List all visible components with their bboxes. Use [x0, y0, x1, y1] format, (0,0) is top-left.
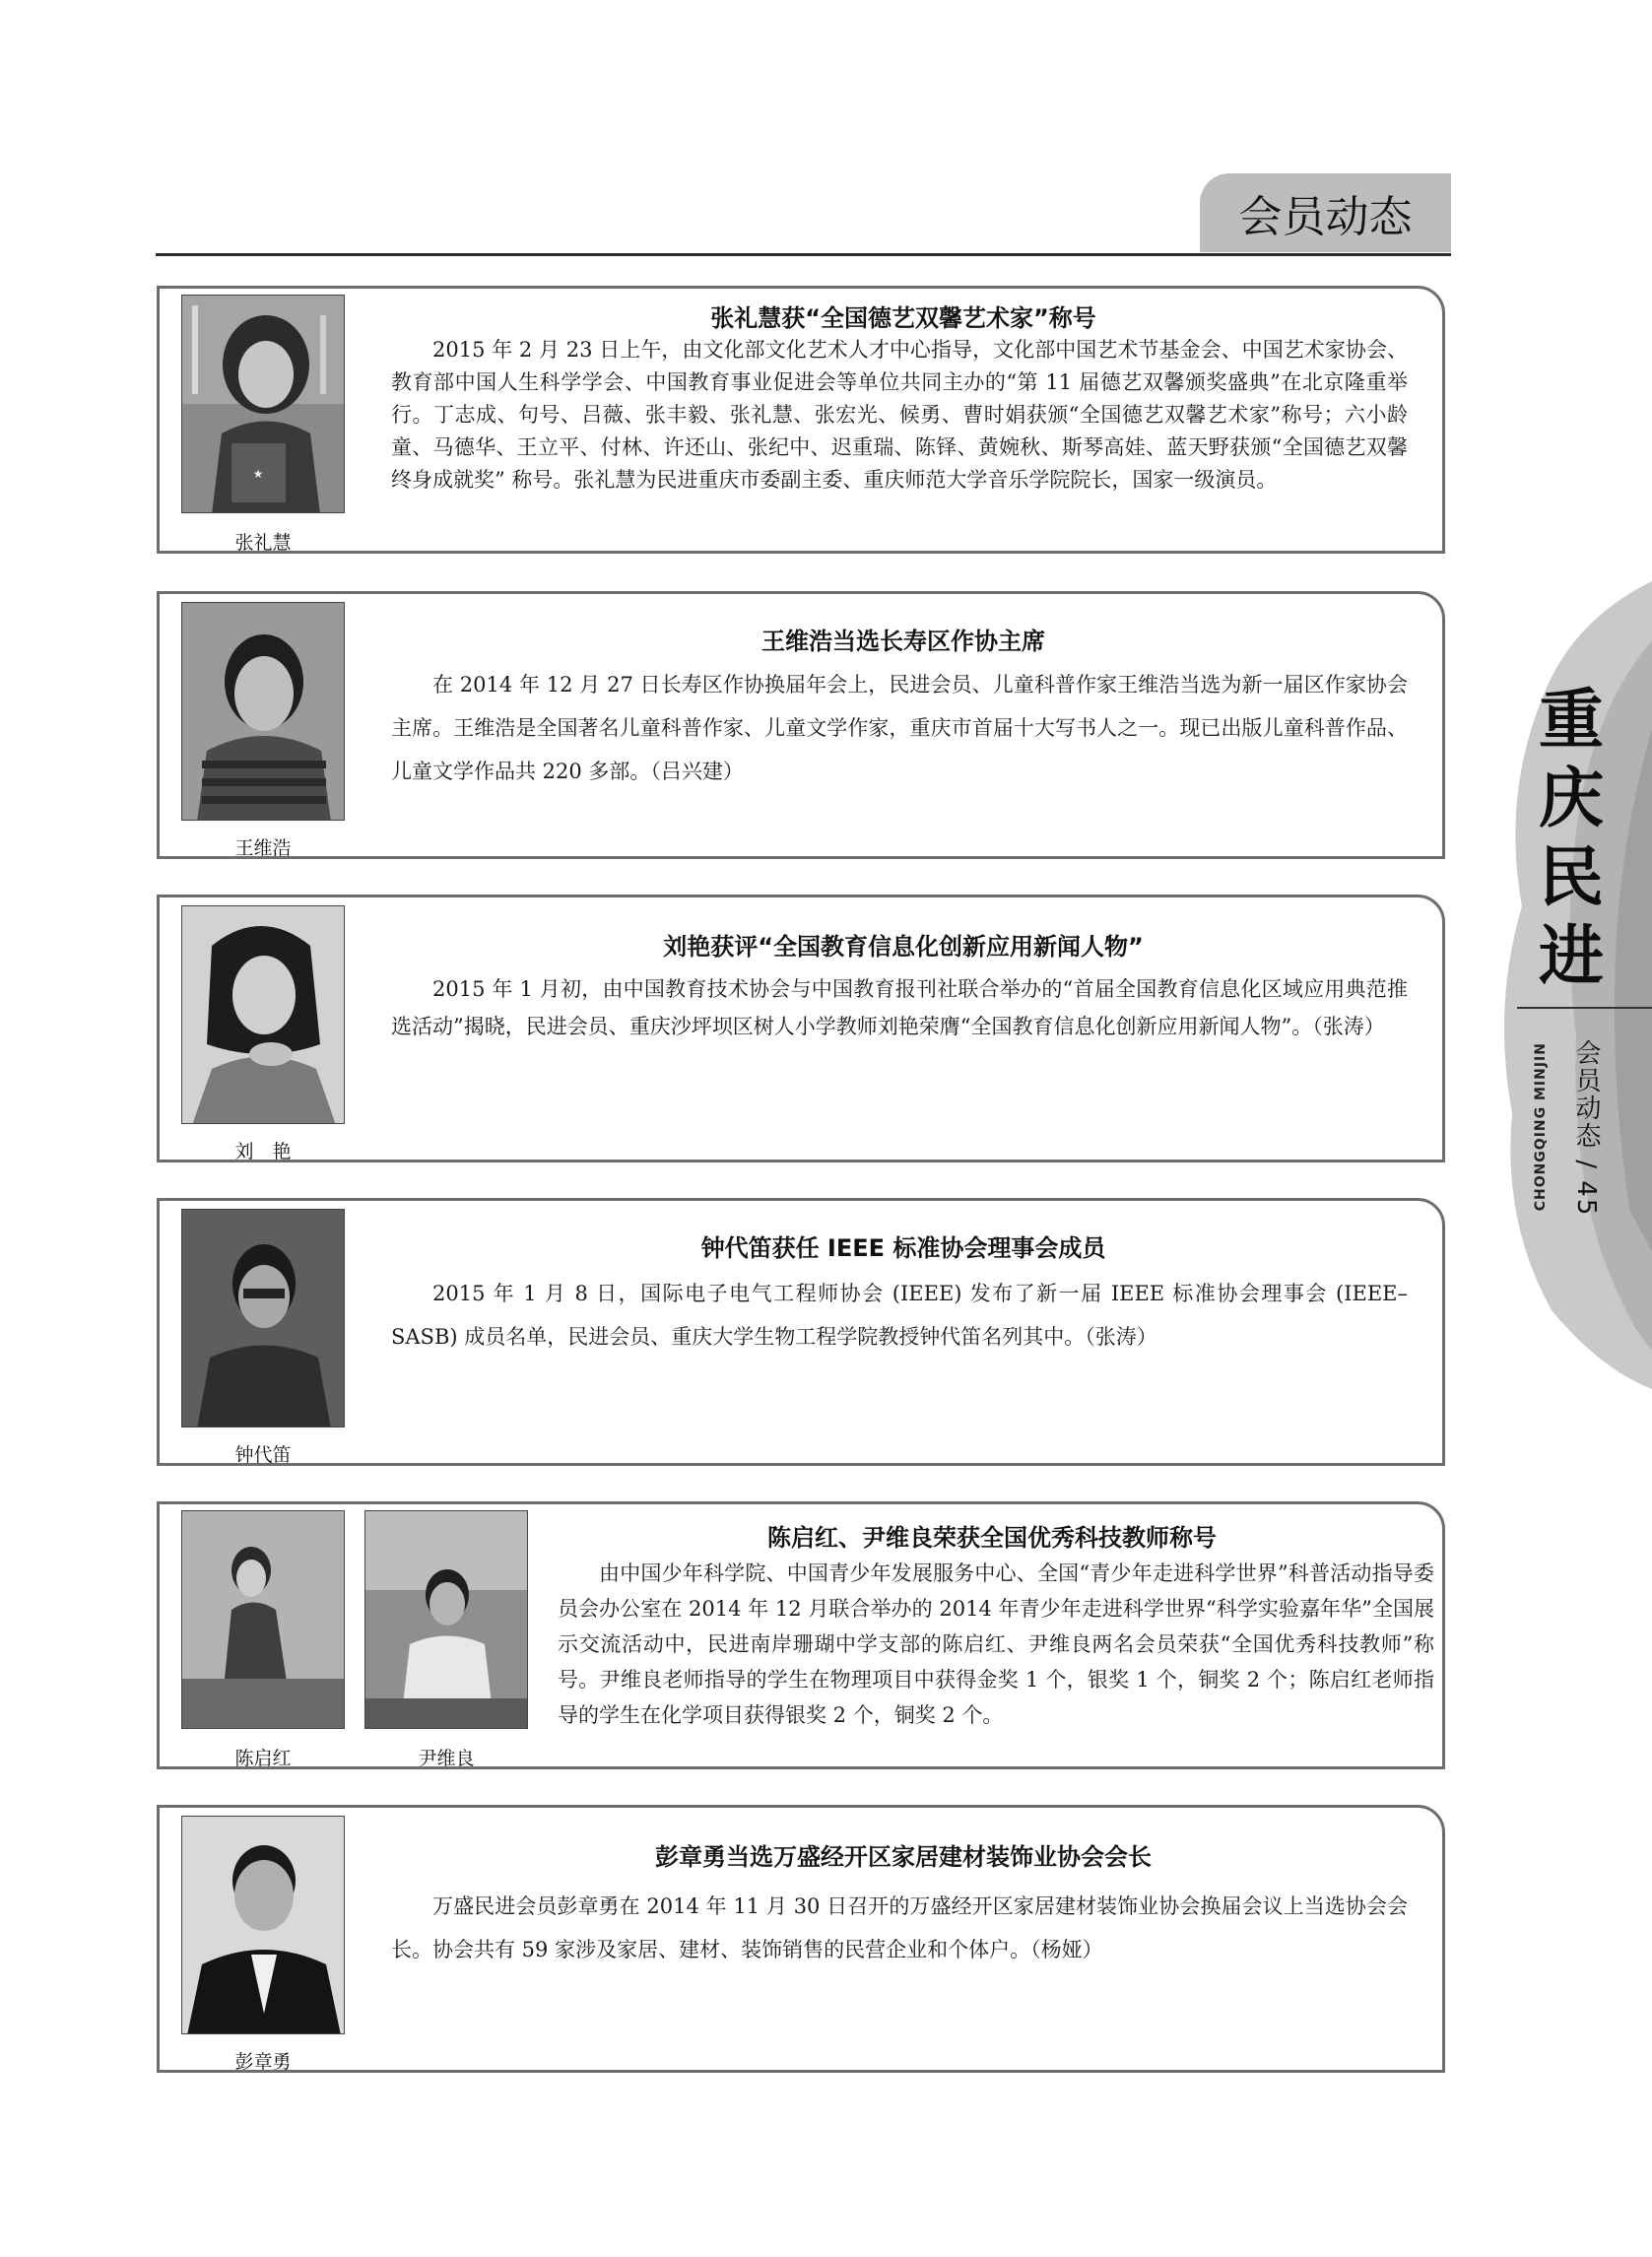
- portrait-photo: [181, 1816, 345, 2034]
- article-card-5: [157, 1501, 1445, 1769]
- article-card-3: [157, 895, 1445, 1162]
- article-title: 钟代笛获任 IEEE 标准协会理事会成员: [700, 1234, 1106, 1262]
- portrait-photo: [181, 295, 345, 513]
- portrait-photo: [181, 602, 345, 821]
- photo-caption: 王维浩: [234, 837, 292, 859]
- article-body: 在 2014 年 12 月 27 日长寿区作协换届年会上，民进会员、儿童科普作家王维浩当选为新一届区作家协会主席。王维浩是全国著名儿童科普作家、儿童文学作家，重庆市首届十大写书人之一。现已出版儿童科普作品、儿童文学作品共 220 多部。（吕兴建）: [391, 673, 1408, 783]
- portrait-photo: [181, 905, 345, 1124]
- section-tab: 会员动态: [1200, 173, 1451, 252]
- portrait-photo: [181, 1209, 345, 1427]
- article-body: 2015 年 1 月 8 日，国际电子电气工程师协会 (IEEE) 发布了新一届 IEEE 标准协会理事会 (IEEE–SASB) 成员名单，民进会员、重庆大学生物工程学院教授钟代笛名列其中。（张涛）: [391, 1282, 1408, 1349]
- article-title: 张礼慧获“全国德艺双馨艺术家”称号: [710, 304, 1096, 332]
- article-body: 由中国少年科学院、中国青少年发展服务中心、全国“青少年走进科学世界”科普活动指导委员会办公室在 2014 年 12 月联合举办的 2014 年青少年走进科学世界“科学实验嘉年华”全国展示交流活动中，民进南岸珊瑚中学支部的陈启红、尹维良两名会员荣获“全国优秀科技教师”称号。尹维良老师指导的学生在物理项目中获得金奖 1 个，银奖 1 个，铜奖 2 个；陈启红老师指导的学生在化学项目获得银奖 2 个，铜奖 2 个。: [558, 1561, 1434, 1727]
- english-masthead: CHONGQING MINJIN: [1533, 1042, 1549, 1212]
- photo-caption: 张礼慧: [234, 532, 292, 554]
- photo-caption: 刘 艳: [234, 1141, 292, 1162]
- photo-caption-2: 尹维良: [418, 1748, 475, 1769]
- article-card-6: [157, 1805, 1445, 2073]
- section-page-label: 会员动态 / 45: [1571, 1039, 1601, 1218]
- article-card-2: [157, 591, 1445, 859]
- article-body: 2015 年 2 月 23 日上午，由文化部文化艺术人才中心指导，文化部中国艺术节基金会、中国艺术家协会、教育部中国人生科学学会、中国教育事业促进会等单位共同主办的“第 11 届德艺双馨颁奖盛典”在北京隆重举行。丁志成、句号、吕薇、张丰毅、张礼慧、张宏光、候勇、曹时娟获颁“全国德艺双馨艺术家”称号；六小龄童、马德华、王立平、付林、许还山、张纪中、迟重瑞、陈铎、黄婉秋、斯琴高娃、蓝天野获颁“全国德艺双馨终身成就奖” 称号。张礼慧为民进重庆市委副主委、重庆师范大学音乐学院院长，国家一级演员。: [391, 338, 1408, 492]
- article-title: 彭章勇当选万盛经开区家居建材装饰业协会会长: [655, 1843, 1152, 1871]
- photo-caption: 彭章勇: [234, 2051, 292, 2073]
- article-card-4: [157, 1198, 1445, 1466]
- photo-caption: 钟代笛: [234, 1444, 292, 1466]
- article-body: 2015 年 1 月初，由中国教育技术协会与中国教育报刊社联合举办的“首届全国教育信息化区域应用典范推选活动”揭晓，民进会员、重庆沙坪坝区树人小学教师刘艳荣膺“全国教育信息化创新应用新闻人物”。（张涛）: [391, 977, 1408, 1038]
- header-rule: [156, 253, 1451, 256]
- article-title: 刘艳获评“全国教育信息化创新应用新闻人物”: [663, 933, 1144, 961]
- article-body: 万盛民进会员彭章勇在 2014 年 11 月 30 日召开的万盛经开区家居建材装饰业协会换届会议上当选协会会长。协会共有 59 家涉及家居、建材、装饰销售的民营企业和个体户。（杨娅）: [391, 1894, 1408, 1961]
- svg-text:★: ★: [252, 467, 264, 481]
- magazine-logo-text: 重庆民进: [1539, 681, 1604, 994]
- photo-caption-1: 陈启红: [234, 1748, 292, 1769]
- portrait-photo-2: [364, 1510, 528, 1729]
- sidebar-rule: [1517, 1007, 1652, 1009]
- article-title: 陈启红、尹维良荣获全国优秀科技教师称号: [767, 1524, 1217, 1552]
- article-title: 王维浩当选长寿区作协主席: [761, 628, 1045, 655]
- portrait-photo-1: [181, 1510, 345, 1729]
- article-card-1: [157, 286, 1445, 554]
